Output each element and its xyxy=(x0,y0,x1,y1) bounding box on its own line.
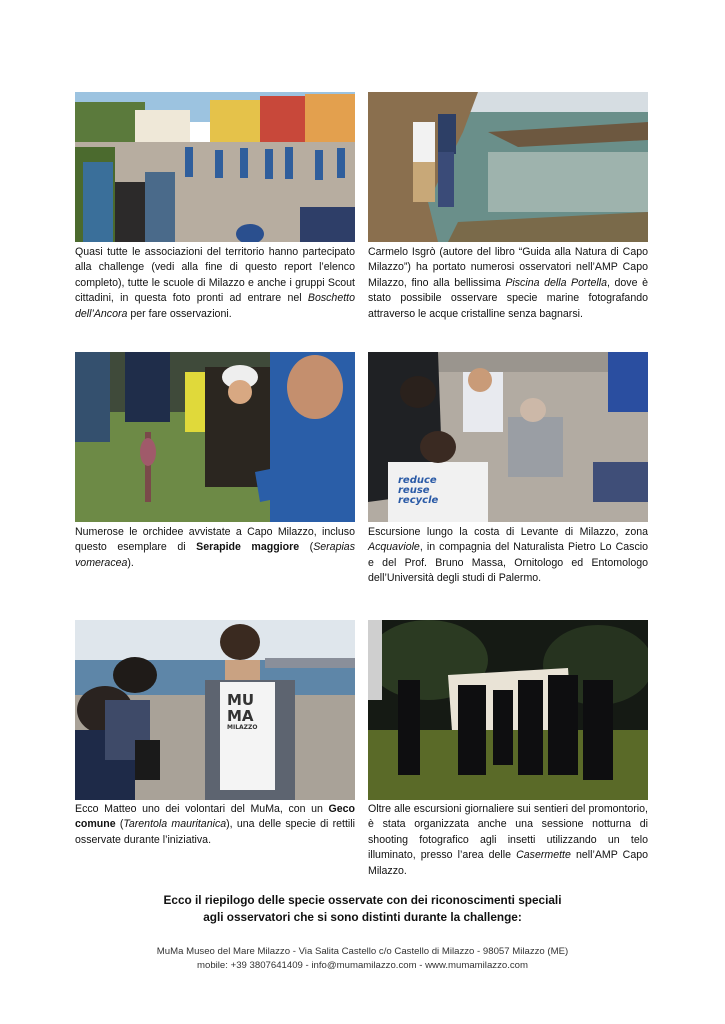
piscina-portella-photo xyxy=(368,92,648,242)
levante-coast-photo xyxy=(368,352,648,522)
night-insects-photo xyxy=(368,620,648,800)
caption-levante: Escursione lungo la costa di Levante di Milazzo, zona Acquaviole, in compagnia del Naturalista Pietro Lo Cascio e del Prof. Bruno Massa, Ornitologo ed Entomologo dell’Università degli studi di Palermo. xyxy=(368,526,648,585)
caption-orchid: Numerose le orchidee avvistate a Capo Milazzo, incluso questo esemplare di Serapide maggiore (Serapias vomeracea). xyxy=(75,526,355,569)
orchid-photo xyxy=(75,352,355,522)
caption-portella: Carmelo Isgrò (autore del libro “Guida alla Natura di Capo Milazzo”) ha portato numerosi osservatori nell’AMP Capo Milazzo, fino alla bellissima Piscina della Portella, dove è stato possibile osservare specie marine fotografando attraverso le acque cristalline senza bagnarsi. xyxy=(368,246,648,320)
scouts-boschetto-photo xyxy=(75,92,355,242)
caption-night: Oltre alle escursioni giornaliere sui sentieri del promontorio, è stata organizzata anche una sessione notturna di shooting fotografico agli insetti utilizzando un telo illuminato, presso l’area delle Casermette nell’AMP Capo Milazzo. xyxy=(368,803,648,877)
beach-volunteer-photo xyxy=(75,620,355,800)
species-summary-heading: Ecco il riepilogo delle specie osservate con dei riconoscimenti speciali agli osservatori che si sono distinti durante la challenge: xyxy=(163,893,562,924)
tshirt-print: reduce reuse recycle xyxy=(398,475,439,506)
caption-geco: Ecco Matteo uno dei volontari del MuMa, con un Geco comune (Tarentola mauritanica), una delle specie di rettili osservate durante l’iniziativa. xyxy=(75,803,355,846)
footer-address: MuMa Museo del Mare Milazzo - Via Salita Castello c/o Castello di Milazzo - 98057 Milazzo (ME) xyxy=(156,946,569,957)
page-footer xyxy=(80,945,645,973)
tshirt-muma-logo: MU MA MILAZZO xyxy=(227,691,258,731)
caption-scouts: Quasi tutte le associazioni del territorio hanno partecipato alla challenge (vedi alla fine di questo report l’elenco completo), tutte le scuole di Milazzo e anche i gruppi Scout cittadini, in questa foto pronti ad entrare nel Boschetto dell’Ancora per fare osservazioni. xyxy=(75,246,355,320)
footer-contacts: mobile: +39 3807641409 - info@mumamilazzo.com - www.mumamilazzo.com xyxy=(197,960,528,971)
